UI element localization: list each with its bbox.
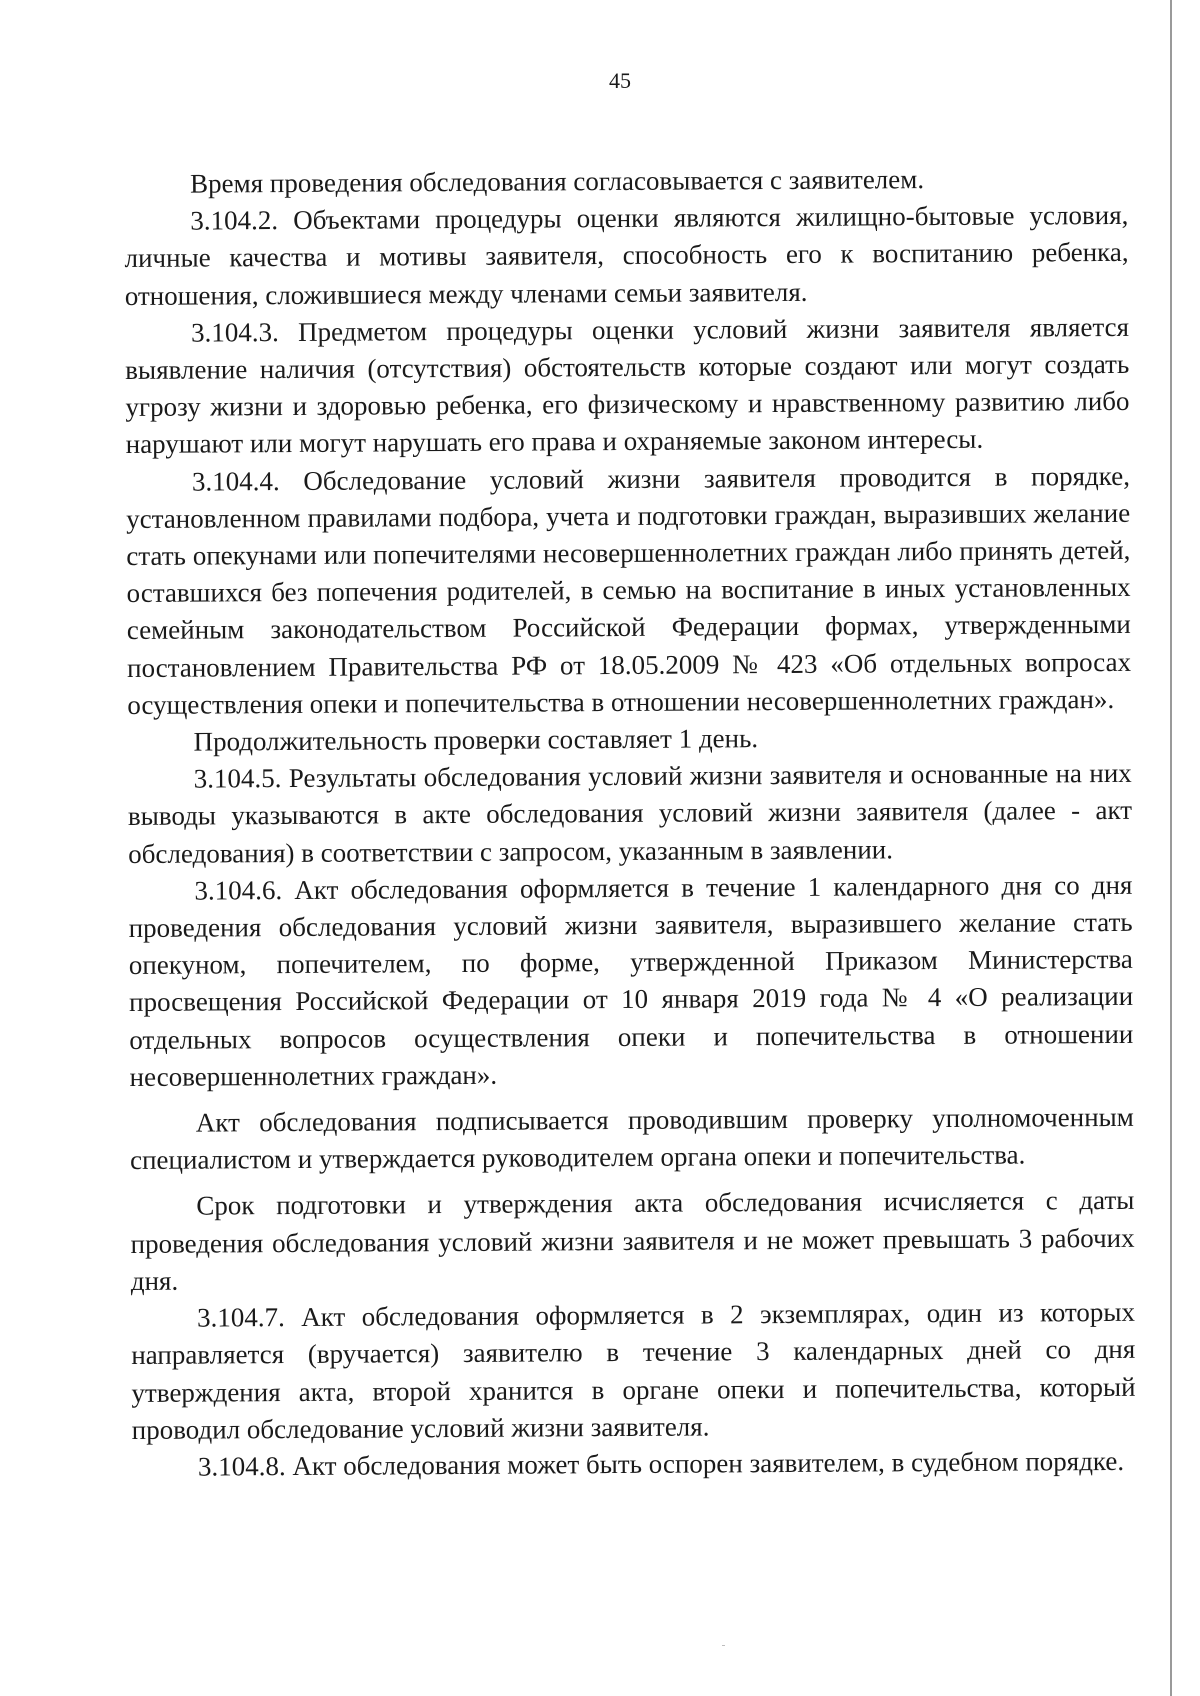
paragraph: 3.104.2. Объектами процедуры оценки являются жилищно-бытовые условия, личные качества и мотивы заявителя, способность его к воспитанию ребенка, отношения, сложившиеся между членами семьи заявителя. xyxy=(124,200,1129,311)
scan-artifact xyxy=(722,1645,725,1646)
paragraph: 3.104.3. Предметом процедуры оценки условий жизни заявителя является выявление наличия (отсутствия) обстоятельств которые создают или могут создать угрозу жизни и здоровью ребенка, его физическому и нравственному развитию либо нарушают или могут нарушать его права и охраняемые законом интересы. xyxy=(125,311,1130,460)
paragraph: 3.104.6. Акт обследования оформляется в течение 1 календарного дня со дня проведения обследования условий жизни заявителя, выразившего желание стать опекуном, попечителем, по форме, утвержденной Приказом Министерства просвещения Российской Федерации от 10 января 2019 года № 4 «О реализации отдельных вопросов осуществления опеки и попечительства в отношении несовершеннолетних граждан». xyxy=(128,869,1134,1092)
paragraph: Срок подготовки и утверждения акта обследования исчисляется с даты проведения обследования условий жизни заявителя и не может превышать 3 рабочих дня. xyxy=(130,1185,1135,1296)
paragraph: 3.104.8. Акт обследования может быть оспорен заявителем, в судебном порядке. xyxy=(197,1445,1125,1482)
paragraph: 3.104.7. Акт обследования оформляется в 2 экземплярах, один из которых направляется (вручается) заявителю в течение 3 календарных дней со дня утверждения акта, второй хранится в органе опеки и попечительства, который проводил обследование условий жизни заявителя. xyxy=(131,1296,1136,1445)
paragraph: 3.104.5. Результаты обследования условий жизни заявителя и основанные на них выводы указываются в акте обследования условий жизни заявителя (далее - акт обследования) в соответствии с запросом, указанным в заявлении. xyxy=(127,758,1133,869)
scan-border xyxy=(1170,0,1172,1696)
document-body xyxy=(124,160,1136,1486)
paragraph: Акт обследования подписывается проводившим проверку уполномоченным специалистом и утверждается руководителем органа опеки и попечительства. xyxy=(129,1101,1134,1176)
paragraph: Время проведения обследования согласовывается с заявителем. xyxy=(190,164,925,199)
page-number: 45 xyxy=(609,68,631,93)
paragraph: 3.104.4. Обследование условий жизни заявителя проводится в порядке, установленном правилами подбора, учета и подготовки граждан, выразивших желание стать опекунами или попечителями несовершеннолетних граждан либо принять детей, оставшихся без попечения родителей, в семью на воспитание в иных установленных семейным законодательством Российской Федерации формах, утвержденными постановлением Правительства РФ от 18.05.2009 № 423 «Об отдельных вопросах осуществления опеки и попечительства в отношении несовершеннолетних граждан». xyxy=(126,460,1132,720)
paragraph: Продолжительность проверки составляет 1 день. xyxy=(193,723,759,757)
